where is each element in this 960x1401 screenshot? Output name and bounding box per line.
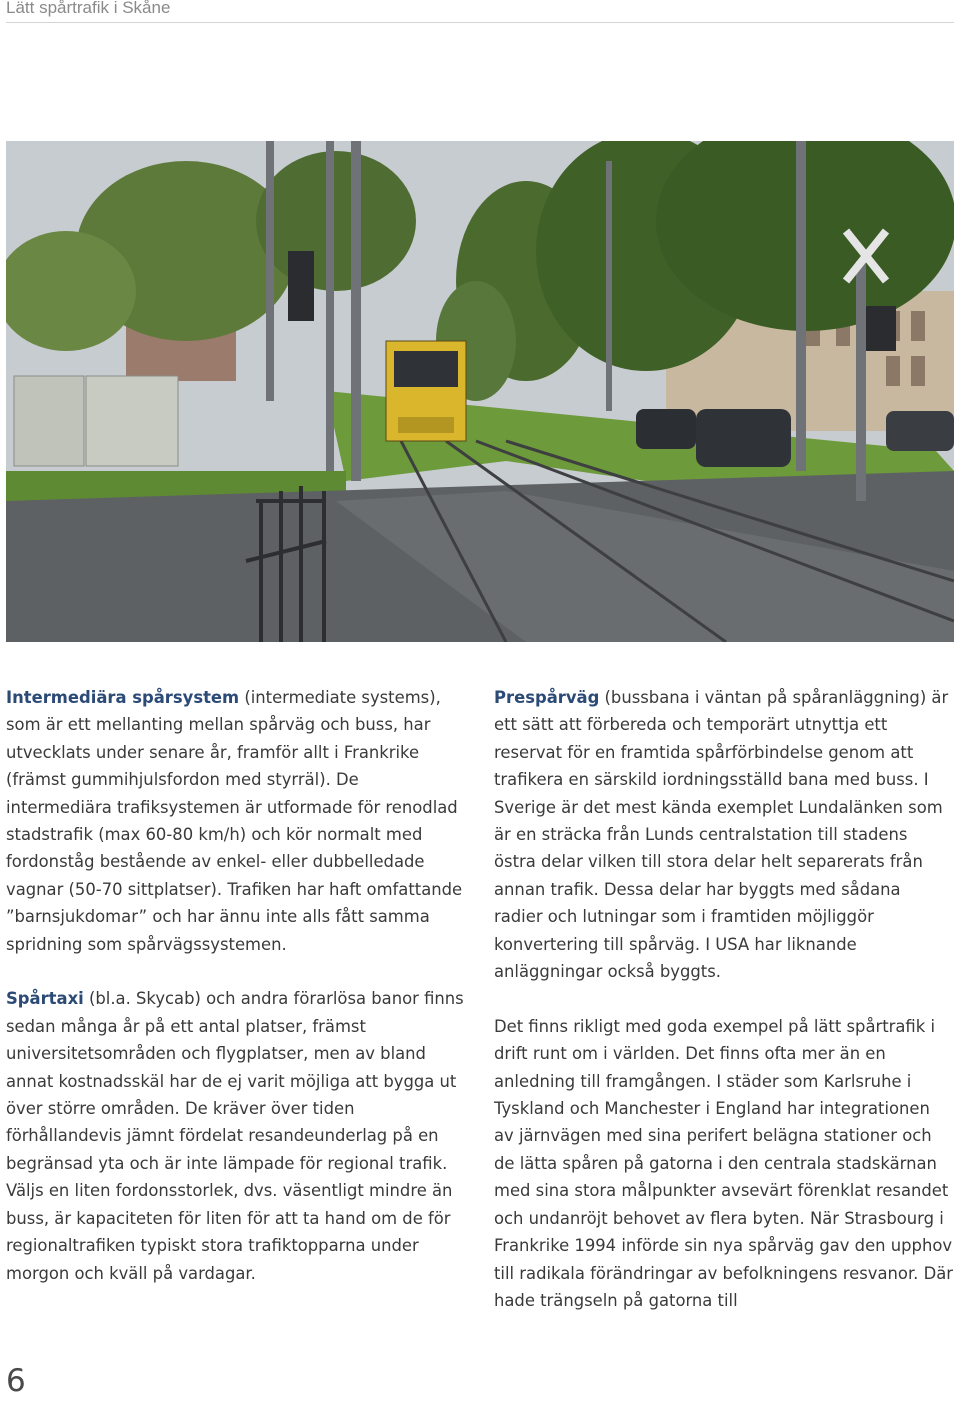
lead-term: Prespårväg [494, 688, 600, 707]
paragraph-body: (bl.a. Skycab) och andra förarlösa banor finns sedan många år på ett antal platser, främst universitetsområden och flygplatser, men av bland annat kostnadsskäl har de ej varit möjliga att bygga ut över större områden. De kräver över tiden förhållandevis jämnt fördelat resandeunderlag på en begränsad yta och är inte lämpade för regional trafik. Väljs en liten fordonsstorlek, dvs. väsentligt mindre än buss, är kapaciteten för liten för att ta hand om de för regionaltrafiken typiskt stora trafiktopparna under morgon och kväll på vardagar. [6, 989, 464, 1283]
right-column [494, 684, 954, 1314]
lead-term: Spårtaxi [6, 989, 84, 1009]
paragraph-exempel [494, 1013, 954, 1314]
header-title: Lätt spårtrafik i Skåne [6, 0, 171, 17]
running-header [6, 0, 954, 23]
tram-photo [6, 141, 954, 642]
tram-photo-illustration [6, 141, 954, 642]
left-column [6, 684, 466, 1287]
paragraph-intermediara-sparsystem [6, 684, 466, 958]
lead-term: Intermediära spårsystem [6, 688, 240, 707]
paragraph-body: (intermediate systems), som är ett mellanting mellan spårväg och buss, har utvecklats under senare år, framför allt i Frankrike (främst gummihjulsfordon med styrräl). De intermediära trafiksystemen är utformade för renodlad stadstrafik (max 60-80 km/h) och kör normalt med fordonståg bestående av enkel- eller dubbelledade vagnar (50-70 sittplatser). Trafiken har haft omfattande ”barnsjukdomar” och har ännu inte alls fått samma spridning som spårvägssystemen. [6, 688, 463, 954]
page-number: 6 [6, 1363, 26, 1399]
paragraph-spartaxi [6, 985, 466, 1286]
paragraph-body: Det finns rikligt med goda exempel på lätt spårtrafik i drift runt om i världen. Det finns ofta mer än en anledning till framgången. I städer som Karlsruhe i Tyskland och Manchester i England har integrationen av järnvägen med sina perifert belägna stationer och de lätta spåren på gatorna i den centrala stadskärnan med sina stora målpunkter avsevärt förenklat resandet och undanröjt behovet av flera byten. När Strasbourg i Frankrike 1994 införde sin nya spårväg gav den upphov till radikala förändringar av befolkningens resvanor. Där hade trängseln på gatorna till [494, 1016, 954, 1310]
paragraph-body: (bussbana i väntan på spåranläggning) är ett sätt att förbereda och temporärt utnyttja ett reservat för en framtida spårförbindelse genom att trafikera en särskild iordningsställd bana med buss. I Sverige är det mest kända exemplet Lundalänken som är en sträcka från Lunds centralstation till stadens östra delar vilken till stora delar helt separerats från annan trafik. Dessa delar har byggts med sådana radier och lutningar som i framtiden möjliggör konvertering till spårväg. I USA har liknande anläggningar också byggts. [494, 688, 949, 982]
paragraph-presparvag [494, 684, 954, 985]
